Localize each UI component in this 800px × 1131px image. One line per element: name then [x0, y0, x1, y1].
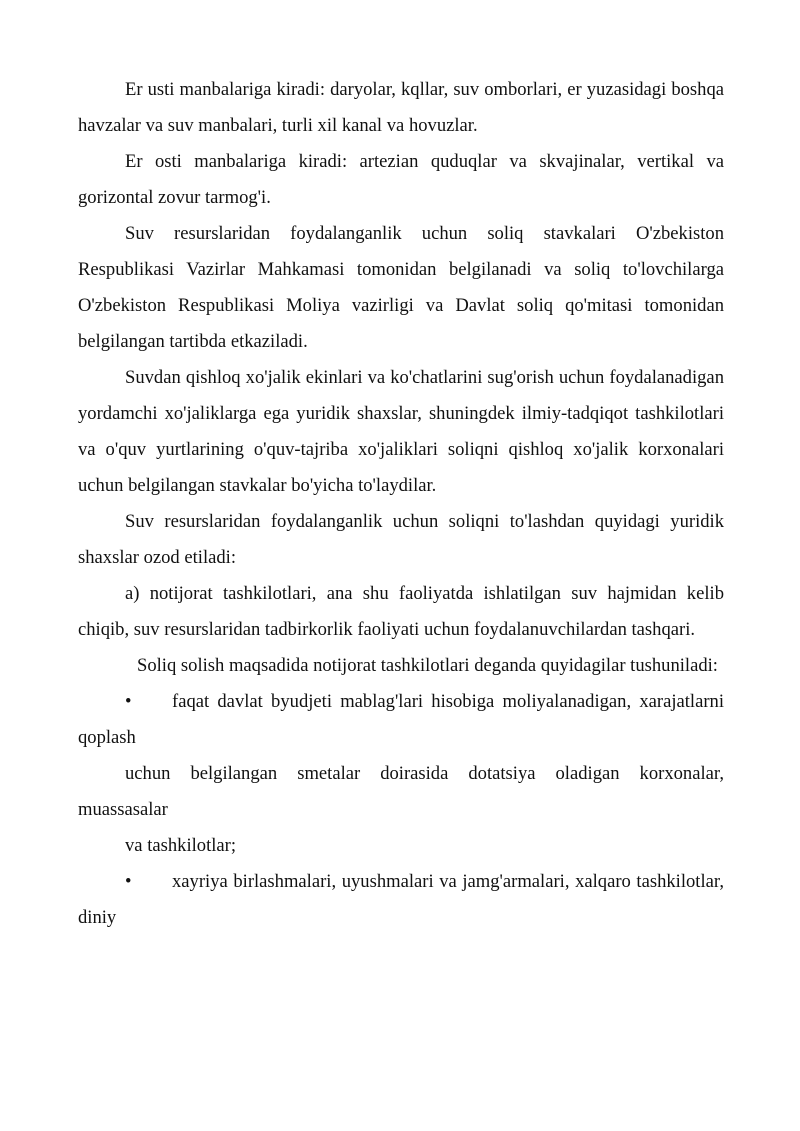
bullet-text: faqat davlat byudjeti mablag'lari hisobiga moliyalanadigan, xarajatlarni qoplash — [78, 691, 724, 748]
bullet-mark: • — [125, 691, 132, 712]
bullet-mark: • — [125, 871, 132, 892]
bullet-continuation: uchun belgilangan smetalar doirasida dotatsiya oladigan korxonalar, muassasalar — [78, 763, 724, 820]
document-page — [78, 72, 724, 936]
paragraph-exempt-entities: Suv resurslaridan foydalanganlik uchun soliqni to'lashdan quyidagi yuridik shaxslar ozod etiladi: — [78, 511, 724, 568]
paragraph-surface-sources: Er usti manbalariga kiradi: daryolar, kqllar, suv omborlari, er yuzasidagi boshqa havzalar va suv manbalari, turli xil kanal va hovuzlar. — [78, 79, 724, 136]
bullet-item-budget-funded — [78, 684, 724, 756]
paragraph-nonprofit-exemption: a) notijorat tashkilotlari, ana shu faoliyatda ishlatilgan suv hajmidan kelib chiqib, suv resurslaridan tadbirkorlik faoliyati uchun foydalanuvchilardan tashqari. — [78, 583, 724, 640]
bullet-text: xayriya birlashmalari, uyushmalari va jamg'armalari, xalqaro tashkilotlar, diniy — [78, 871, 724, 928]
paragraph-nonprofit-definition: Soliq solish maqsadida notijorat tashkilotlari deganda quyidagilar tushuniladi: — [137, 655, 718, 676]
bullet-item-charities — [78, 864, 724, 936]
paragraph-underground-sources: Er osti manbalariga kiradi: artezian quduqlar va skvajinalar, vertikal va gorizontal zovur tarmog'i. — [78, 151, 724, 208]
paragraph-agricultural-users: Suvdan qishloq xo'jalik ekinlari va ko'chatlarini sug'orish uchun foydalanadigan yordamchi xo'jaliklarga ega yuridik shaxslar, shuningdek ilmiy-tadqiqot tashkilotlari va o'quv yurtlarining o'quv-tajriba xo'jaliklari soliqni qishloq xo'jalik korxonalari uchun belgilangan stavkalar bo'yicha to'laydilar. — [78, 367, 724, 496]
paragraph-tax-rates: Suv resurslaridan foydalanganlik uchun soliq stavkalari O'zbekiston Respublikasi Vazirlar Mahkamasi tomonidan belgilanadi va soliq to'lovchilarga O'zbekiston Respublikasi Moliya vazirligi va Davlat soliq qo'mitasi tomonidan belgilangan tartibda etkaziladi. — [78, 223, 724, 352]
bullet-continuation: va tashkilotlar; — [125, 835, 237, 856]
